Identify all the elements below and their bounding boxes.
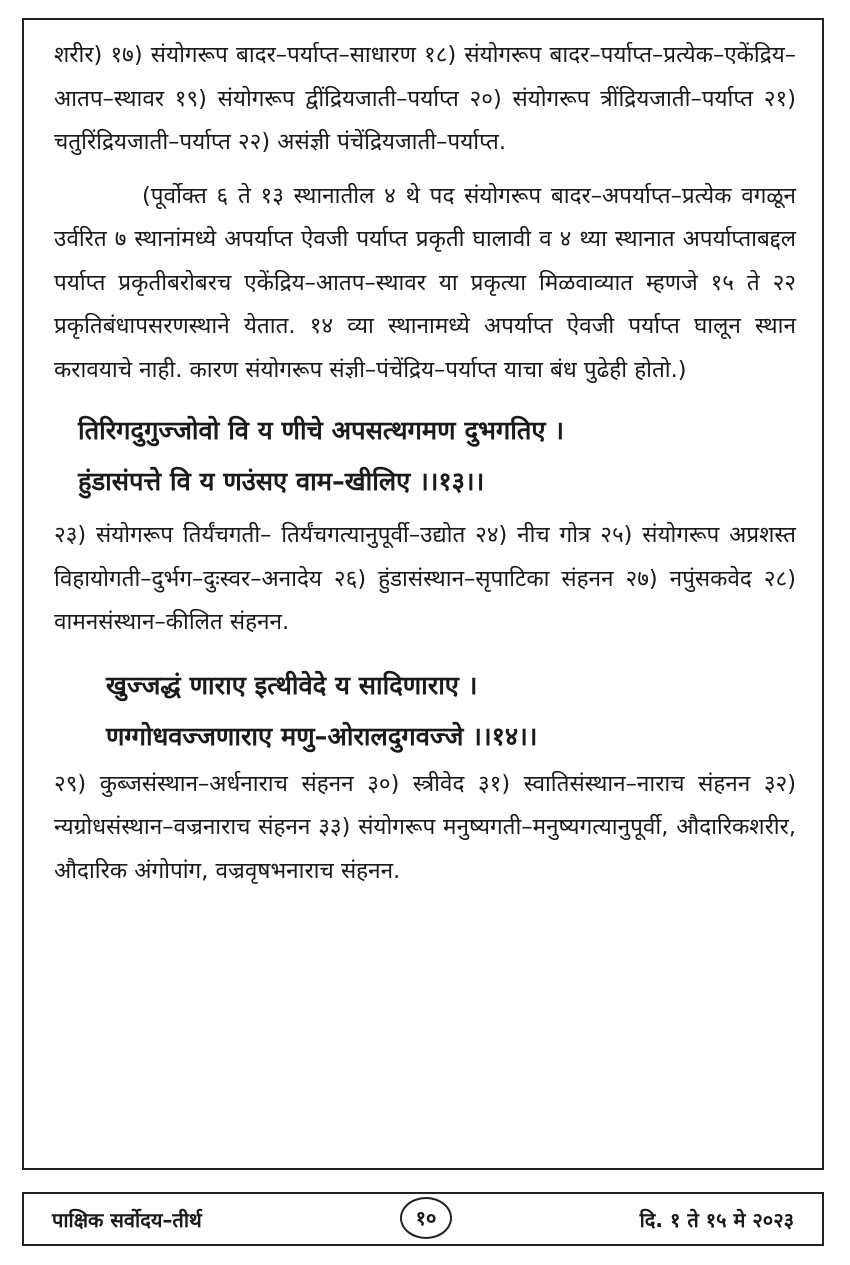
publication-name: पाक्षिक सर्वोदय–तीर्थ (52, 1208, 202, 1232)
paragraph-1: शरीर) १७) संयोगरूप बादर–पर्याप्त–साधारण १८) संयोगरूप बादर–पर्याप्त–प्रत्येक–एकेंद्रिय–आतप–स्थावर १९) संयोगरूप द्वींद्रियजाती–पर्याप्त २०) संयोगरूप त्रींद्रियजाती–पर्याप्त २१) चतुरिंद्रियजाती–पर्याप्त २२) असंज्ञी पंचेंद्रियजाती–पर्याप्त. (54, 42, 796, 155)
page-content-frame (22, 18, 824, 1170)
paragraph-3: २३) संयोगरूप तिर्यंचगती– तिर्यंचगत्यानुपूर्वी–उद्योत २४) नीच गोत्र २५) संयोगरूप अप्रशस्त विहायोगती–दुर्भग–दुःस्वर–अनादेय २६) हुंडासंस्थान–सृपाटिका संहनन २७) नपुंसकवेद २८) वामनसंस्थान–कीलित संहनन. (54, 522, 796, 635)
verse-14-line-2: णग्गोधवज्जणाराए मणु–ओरालदुगवज्जे ।।१४।। (106, 721, 538, 752)
verse-14 (54, 661, 796, 763)
issue-date: दि. १ ते १५ मे २०२३ (639, 1208, 794, 1232)
verse-14-line-1: खुज्जद्धं णाराए इत्थीवेदे य सादिणाराए । (106, 670, 478, 701)
paragraph-4: २९) कुब्जसंस्थान–अर्धनाराच संहनन ३०) स्त्रीवेद ३१) स्वातिसंस्थान–नाराच संहनन ३२) न्यग्रोधसंस्थान–वज्रनाराच संहनन ३३) संयोगरूप मनुष्यगती–मनुष्यगत्यानुपूर्वी, औदारिकशरीर, औदारिक अंगोपांग, वज्रवृषभनाराच संहनन. (54, 770, 796, 884)
page-footer (22, 1192, 824, 1246)
paragraph-2: (पूर्वोक्त ६ ते १३ स्थानातील ४ थे पद संयोगरूप बादर–अपर्याप्त–प्रत्येक वगळून उर्वरित ७ स्थानांमध्ये अपर्याप्त ऐवजी पर्याप्त प्रकृती घालावी व ४ थ्या स्थानात अपर्याप्ताबद्दल पर्याप्त प्रकृतीबरोबरच एकेंद्रिय–आतप–स्थावर या प्रकृत्या मिळवाव्यात म्हणजे १५ ते २२ प्रकृतिबंधापसरणस्थाने येतात. १४ व्या स्थानामध्ये अपर्याप्त ऐवजी पर्याप्त घालून स्थान करावयाचे नाही. कारण संयोगरूप संज्ञी–पंचेंद्रिय–पर्याप्त याचा बंध पुढेही होतो.) (54, 182, 796, 383)
page-number: १० (400, 1197, 452, 1239)
verse-13-line-1: तिरिगदुगुज्जोवो वि य णीचे अपसत्थगमण दुभगतिए । (78, 416, 565, 446)
verse-13-line-2: हुंडासंपत्ते वि य णउंसए वाम–खीलिए ।।१३।। (78, 467, 485, 497)
verse-13 (54, 406, 796, 508)
